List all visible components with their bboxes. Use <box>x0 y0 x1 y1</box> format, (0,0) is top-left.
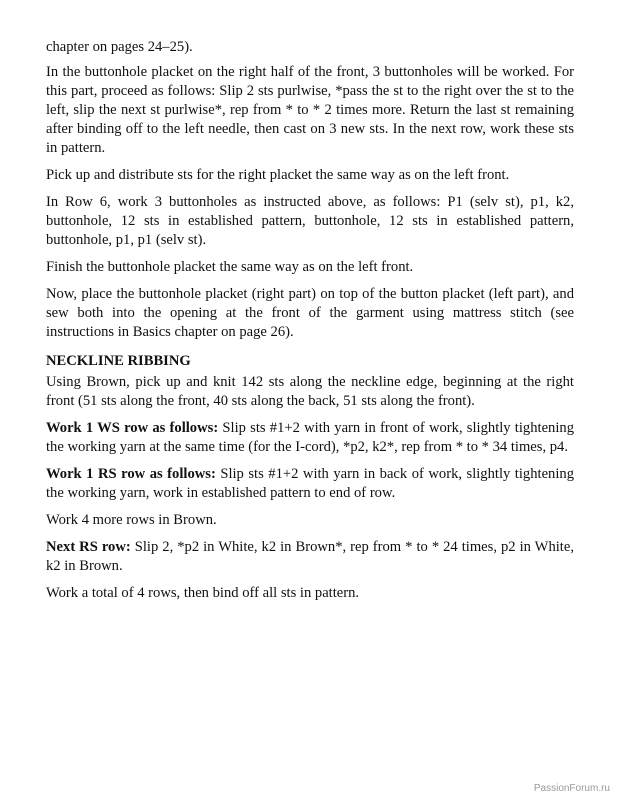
paragraph-continuation: chapter on pages 24–25). <box>46 39 193 55</box>
next-rs-text: Slip 2, *p2 in White, k2 in Brown*, rep from * to * 24 times, p2 in White, k2 in Brown. <box>46 539 574 574</box>
paragraph-buttonhole-placket: In the buttonhole placket on the right half of the front, 3 buttonholes will be worked. For this part, proceed as follows: Slip 2 sts purlwise, *pass the st to the right over the st to the left, slip the next st purlwise*, rep from * to * 2 times more. Return the last st remaining after binding off to the left needle, then cast on 3 new sts. In the next row, work these sts in pattern. <box>46 64 574 156</box>
paragraph-next-rs <box>46 538 574 576</box>
section-heading: NECKLINE RIBBING <box>46 353 191 369</box>
ws-row-text: Slip sts #1+2 with yarn in front of work, slightly tightening the working yarn at the same time (for the I-cord), *p2, k2*, rep from * to * 34 times, p4. <box>46 420 574 455</box>
paragraph-rs-row <box>46 465 574 503</box>
paragraph-more-rows: Work 4 more rows in Brown. <box>46 512 217 528</box>
paragraph-final: Work a total of 4 rows, then bind off all sts in pattern. <box>46 585 360 601</box>
document-page <box>46 38 574 611</box>
ws-row-label: Work 1 WS row as follows: <box>46 420 219 436</box>
rs-row-text: Slip sts #1+2 with yarn in back of work, slightly tightening the working yarn, work in established pattern to end of row. <box>46 466 574 501</box>
rs-row-label: Work 1 RS row as follows: <box>46 466 216 482</box>
paragraph-finish: Finish the buttonhole placket the same way as on the left front. <box>46 259 414 275</box>
paragraph-row-6: In Row 6, work 3 buttonholes as instructed above, as follows: P1 (selv st), p1, k2, buttonhole, 12 sts in established pattern, buttonhole, 12 sts in established pattern, buttonhole, p1, p1 (selv st). <box>46 194 574 248</box>
next-rs-label: Next RS row: <box>46 539 131 555</box>
paragraph-neckline-intro: Using Brown, pick up and knit 142 sts along the neckline edge, beginning at the right front (51 sts along the front, 40 sts along the back, 51 sts along the front). <box>46 374 574 409</box>
paragraph-pick-up: Pick up and distribute sts for the right placket the same way as on the left front. <box>46 167 510 183</box>
paragraph-ws-row <box>46 419 574 457</box>
watermark: PassionForum.ru <box>533 783 610 794</box>
paragraph-sew: Now, place the buttonhole placket (right part) on top of the button placket (left part), and sew both into the opening at the front of the garment using mattress stitch (see instructions in Basics chapter on page 26). <box>46 286 574 340</box>
